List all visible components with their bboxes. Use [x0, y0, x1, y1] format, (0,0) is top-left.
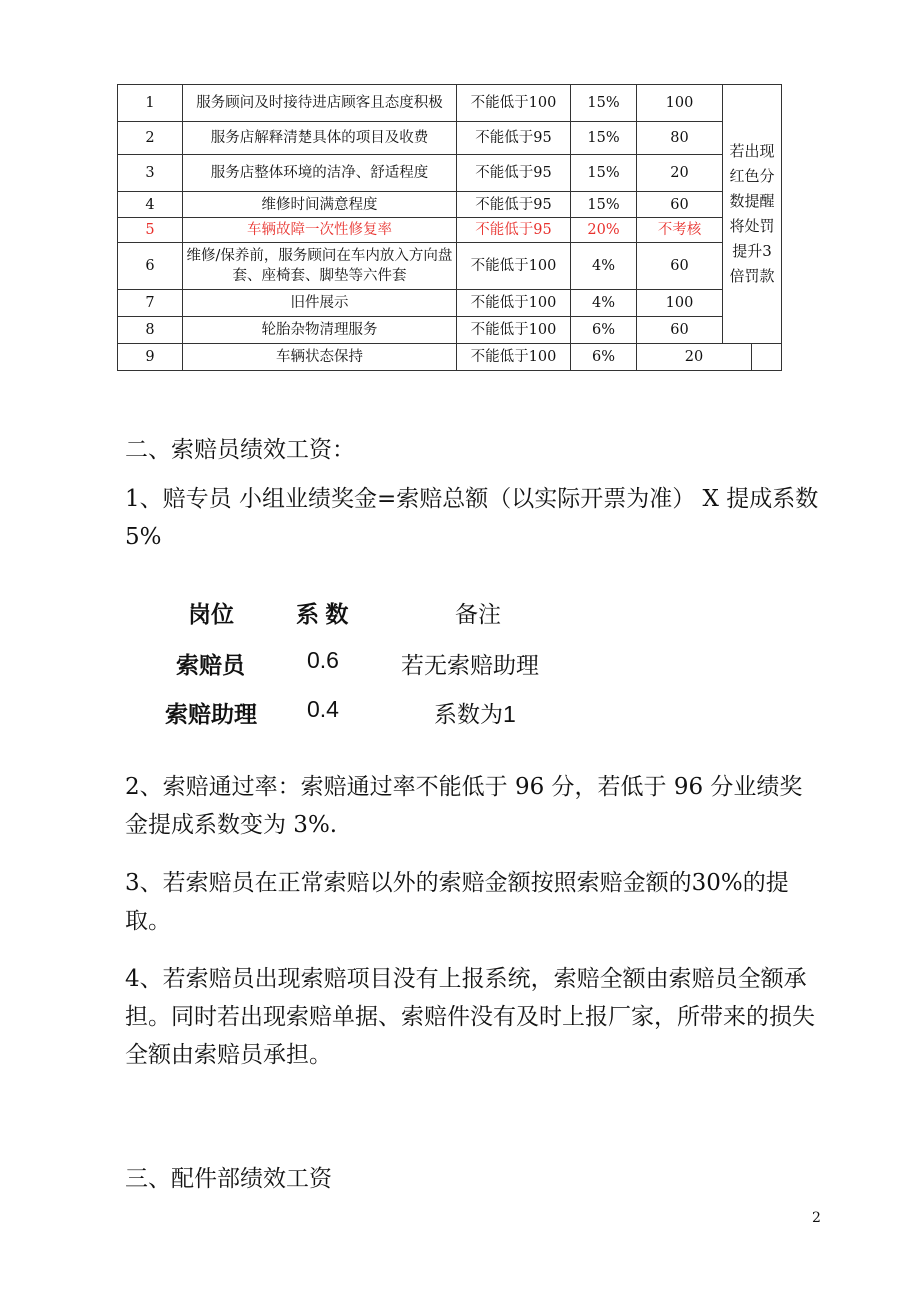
row-weight: 6% — [571, 317, 637, 344]
coef-header-position: 岗位 — [188, 601, 234, 627]
row-score: 60 — [637, 317, 723, 344]
empty-cell — [752, 344, 782, 371]
table-row — [118, 317, 782, 344]
row-number: 5 — [118, 218, 183, 243]
row-standard: 不能低于95 — [457, 192, 571, 218]
row-score: 20 — [637, 155, 723, 192]
coef-row-note: 系数为1 — [434, 701, 516, 727]
row-standard: 不能低于95 — [457, 122, 571, 155]
table-row — [118, 344, 782, 371]
row-number: 9 — [118, 344, 183, 371]
row-score: 20 — [637, 344, 752, 371]
section2-heading: 二、索赔员绩效工资： — [125, 437, 355, 463]
table-row — [118, 243, 782, 290]
row-number: 8 — [118, 317, 183, 344]
table-row — [118, 85, 782, 122]
row-weight: 20% — [571, 218, 637, 243]
row-weight: 4% — [571, 290, 637, 317]
row-item: 旧件展示 — [183, 290, 457, 317]
row-item: 轮胎杂物清理服务 — [183, 317, 457, 344]
coef-row-note: 若无索赔助理 — [401, 652, 539, 678]
row-number: 4 — [118, 192, 183, 218]
row-score: 60 — [637, 243, 723, 290]
row-score: 100 — [637, 290, 723, 317]
row-number: 6 — [118, 243, 183, 290]
row-standard: 不能低于95 — [457, 218, 571, 243]
table-row — [118, 192, 782, 218]
row-item: 维修/保养前，服务顾问在车内放入方向盘套、座椅套、脚垫等六件套 — [183, 243, 457, 290]
section2-item2: 2、索赔通过率：索赔通过率不能低于 96 分，若低于 96 分业绩奖金提成系数变为 3%. — [125, 774, 803, 838]
row-score: 100 — [637, 85, 723, 122]
row-weight: 4% — [571, 243, 637, 290]
table-row — [118, 290, 782, 317]
row-weight: 15% — [571, 192, 637, 218]
section3-heading: 三、配件部绩效工资 — [125, 1166, 332, 1192]
row-score: 60 — [637, 192, 723, 218]
row-score: 不考核 — [637, 218, 723, 243]
section2-item3: 3、若索赔员在正常索赔以外的索赔金额按照索赔金额的30%的提取。 — [125, 870, 789, 934]
row-item: 维修时间满意程度 — [183, 192, 457, 218]
table-row — [118, 155, 782, 192]
coef-row-position: 索赔员 — [176, 652, 245, 678]
row-weight: 15% — [571, 122, 637, 155]
table-row-highlighted — [118, 218, 782, 243]
row-number: 1 — [118, 85, 183, 122]
page-number: 2 — [812, 1210, 821, 1226]
section2-item4: 4、若索赔员出现索赔项目没有上报系统，索赔全额由索赔员全额承担。同时若出现索赔单据、索赔件没有及时上报厂家，所带来的损失全额由索赔员承担。 — [125, 966, 815, 1068]
coef-header-coef: 系 数 — [296, 601, 349, 627]
coef-header-note: 备注 — [455, 601, 501, 627]
row-weight: 15% — [571, 155, 637, 192]
row-item: 服务店整体环境的洁净、舒适程度 — [183, 155, 457, 192]
row-item: 车辆状态保持 — [183, 344, 457, 371]
section2-item1: 1、赔专员 小组业绩奖金=索赔总额（以实际开票为准） X 提成系数5% — [125, 486, 819, 550]
row-number: 2 — [118, 122, 183, 155]
table-row — [118, 122, 782, 155]
row-standard: 不能低于95 — [457, 155, 571, 192]
row-weight: 15% — [571, 85, 637, 122]
coef-row-value: 0.4 — [307, 696, 339, 722]
row-weight: 6% — [571, 344, 637, 371]
coef-row-position: 索赔助理 — [165, 701, 257, 727]
row-standard: 不能低于100 — [457, 290, 571, 317]
row-score: 80 — [637, 122, 723, 155]
row-item: 服务顾问及时接待进店顾客且态度积极 — [183, 85, 457, 122]
row-standard: 不能低于100 — [457, 317, 571, 344]
penalty-note: 若出现红色分数提醒将处罚提升3倍罚款 — [723, 85, 782, 344]
kpi-table — [117, 84, 782, 371]
row-standard: 不能低于100 — [457, 243, 571, 290]
row-standard: 不能低于100 — [457, 85, 571, 122]
row-standard: 不能低于100 — [457, 344, 571, 371]
row-number: 3 — [118, 155, 183, 192]
row-item: 车辆故障一次性修复率 — [183, 218, 457, 243]
row-number: 7 — [118, 290, 183, 317]
row-item: 服务店解释清楚具体的项目及收费 — [183, 122, 457, 155]
coef-row-value: 0.6 — [307, 647, 339, 673]
